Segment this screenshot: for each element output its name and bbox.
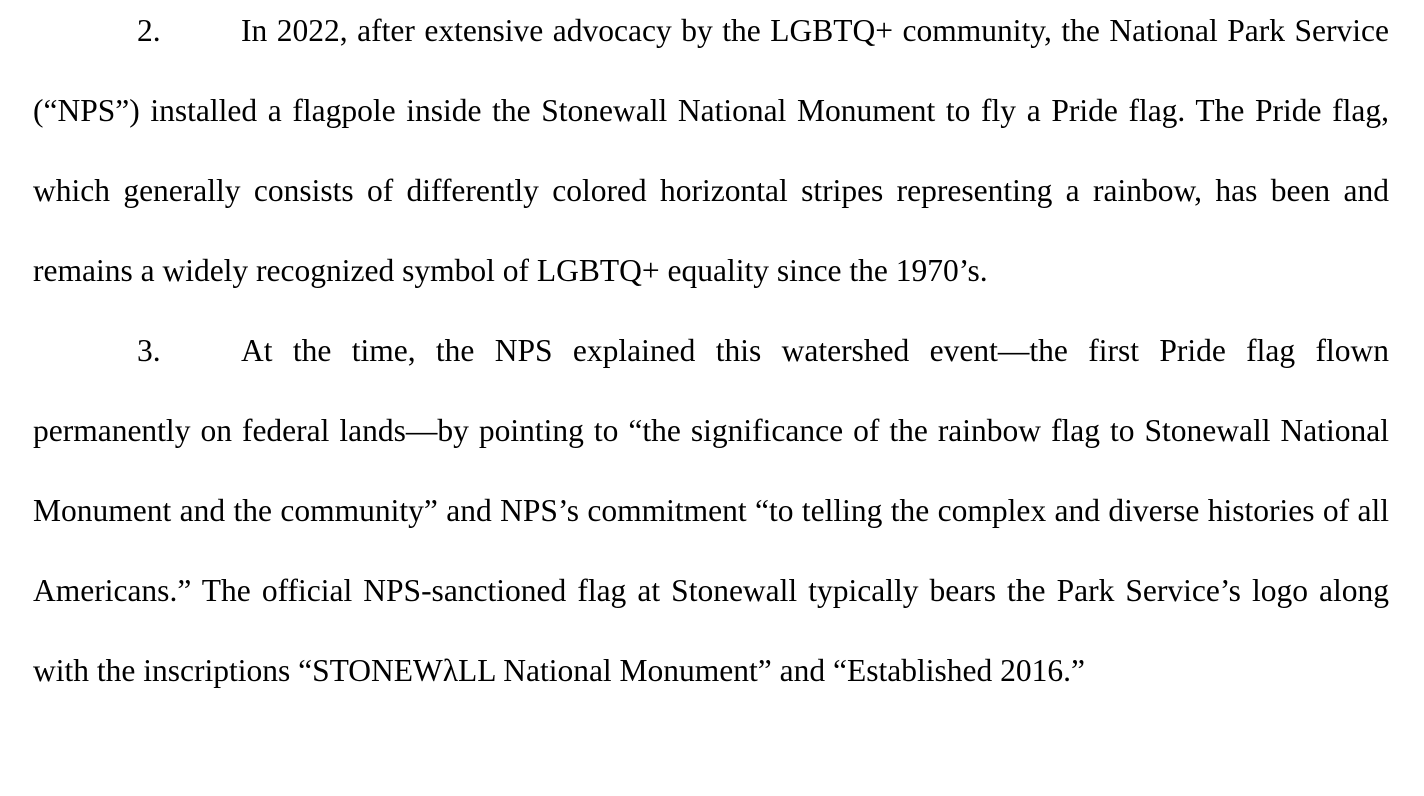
paragraph-3 [33, 311, 1389, 711]
paragraph-text: In 2022, after extensive advocacy by the LGBTQ+ community, the National Park Service (“NPS”) installed a flagpole inside the Stonewall National Monument to fly a Pride flag. The Pride flag, which generally consists of differently colored horizontal stripes representing a rainbow, has been and remains a widely recognized symbol of LGBTQ+ equality since the 1970’s. [33, 13, 1389, 288]
paragraph-text: At the time, the NPS explained this watershed event—the first Pride flag flown permanently on federal lands—by pointing to “the significance of the rainbow flag to Stonewall National Monument and the community” and NPS’s commitment “to telling the complex and diverse histories of all Americans.” The official NPS-sanctioned flag at Stonewall typically bears the Park Service’s logo along with the inscriptions “STONEWλLL National Monument” and “Established 2016.” [33, 333, 1389, 688]
paragraph-number: 2. [137, 13, 161, 48]
paragraph-number: 3. [137, 333, 161, 368]
document-body [33, 0, 1389, 711]
paragraph-2 [33, 0, 1389, 311]
